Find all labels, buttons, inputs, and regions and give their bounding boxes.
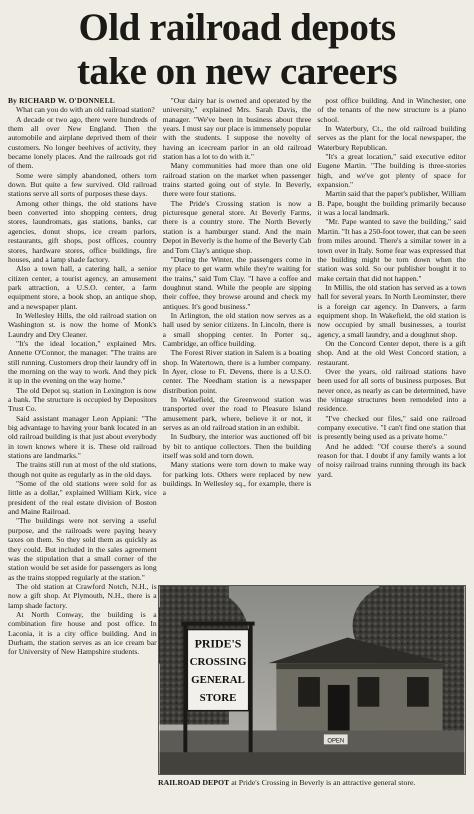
headline bbox=[8, 6, 466, 94]
sign-line-1: PRIDE'S bbox=[194, 636, 242, 651]
paragraph: Some were simply abandoned, others torn down. But quite a few survived. Old railroad stations serve all sorts of purposes these days. bbox=[8, 170, 157, 199]
headline-line-2: take on new careers bbox=[76, 50, 398, 93]
paragraph: Many communities had more than one old railroad station on the market when passenger trains started going out of style. In Beverly, there were four stations. bbox=[162, 161, 312, 199]
caption-lead: RAILROAD DEPOT bbox=[158, 778, 230, 787]
paragraph: Martin said that the paper's publisher, William B. Pape, bought the building primarily because it was a local landmark. bbox=[317, 189, 466, 218]
paragraph: The old station at Crawford Notch, N.H., is now a gift shop. At Plymouth, N.H., there is a lamp shade factory. bbox=[8, 581, 157, 610]
paragraph: Among other things, the old stations have been converted into shopping centers, drug stores, laundromats, gas stations, banks, car agencies, donut shops, ice cream parlors, restaurants, gift shops, post offices, country stores, hardware stores, office buildings, fire houses, and a lamp shade factory. bbox=[8, 198, 157, 264]
photo-block bbox=[158, 585, 466, 788]
paragraph: "Our dairy bar is owned and operated by the university," explained Mrs. Sarah Davis, the manager. "We've been in business about three years. I must say our place is immensely popular with the students. I suppose the novelty of having an icecream parlor in an old railroad station has a lot to do with it." bbox=[162, 96, 312, 162]
sign-line-2: CROSSING bbox=[189, 656, 247, 669]
paragraph: "The buildings were not serving a useful purpose, and the railroads were paying heavy taxes on them. So they sold them as quickly as they could. But included in the sales agreement was the stipulation that a small corner of the station would be set aside for passengers as long as the trains stopped regularly at the station." bbox=[8, 516, 157, 582]
paragraph: "Mr. Pape wanted to save the building," said Martin. "It has a 250-foot tower, that can be seen from miles around. There's a similar tower in a town over in Italy. Some fear was expressed that the building might be torn down when the station was sold. So our publisher bought it to make certain that did not happen." bbox=[317, 217, 466, 283]
paragraph: In Wellesley Hills, the old railroad station on Washington st. is now the home of Monk's Laundry and Dry Cleaner. bbox=[8, 310, 157, 339]
paragraph: The Forest River station in Salem is a boating shop. In Watertown, there is a lumber company. In Ayer, close to Ft. Devens, there is a U.S.O. center. The Needham station is a newspaper distribution point. bbox=[162, 348, 312, 395]
paragraph: The trains still run at most of the old stations, though not quite as regularly as in the old days. bbox=[8, 460, 157, 479]
paragraph: In Wakefield, the Greenwood station was transported over the road to Pleasure Island amusement park, where, believe it or not, it serves as an old railroad station in an exhibit. bbox=[162, 395, 312, 433]
paragraph: "Some of the old stations were sold for as little as a dollar," explained William Kirk, vice president of the real estate division of Boston and Maine Railroad. bbox=[8, 479, 157, 517]
paragraph: "I've checked our files," said one railroad company executive. "I can't find one station that is presently being used as a private home." bbox=[317, 413, 466, 442]
paragraph: And he added: "Of course there's a sound reason for that. I doubt if any family wants a lot of noisy railroad trains running through its back yard. bbox=[317, 441, 466, 479]
headline-line-1: Old railroad depots bbox=[78, 6, 396, 49]
paragraph: The old Depot sq. station in Lexington is now a bank. The structure is occupied by Depositors Trust Co. bbox=[8, 385, 157, 414]
paragraph: The Pride's Crossing station is now a picturesque general store. At Beverly Farms, there is a country store. The North Beverly station is a hamburger stand. And the main Depot in Beverly is the home of the Beverly Cab and Tom Clay's antique shop. bbox=[162, 198, 312, 255]
byline: By RICHARD W. O'DONNELL bbox=[8, 96, 115, 105]
paragraph: In Sudbury, the interior was auctioned off bit by bit to antique collectors. Then the building itself was sold and torn down. bbox=[162, 432, 312, 461]
paragraph: Many stations were torn down to make way for parking lots. Others were replaced by new buildings. In Wellesley sq., for example, there is a bbox=[162, 460, 312, 498]
paragraph: "During the Winter, the passengers come in my place to get warm while they're waiting for the trains," said Tom Clay. "I have a coffee and doughnut stand. While the people are sipping their coffee, they browse around and check my antiques. It's good business." bbox=[162, 254, 312, 311]
station-photo bbox=[158, 585, 466, 775]
paragraph: What can you do with an old railroad station? bbox=[16, 105, 155, 115]
paragraph: "It's the ideal location," explained Mrs. Annette O'Connor, the manager. "The trains are still running. Customers drop their laundry off in the morning on the way to work. And they pick it up in the evening on the way home." bbox=[8, 338, 157, 386]
paragraph: In Waterbury, Ct., the old railroad building serves as the plant for the local newspaper, the Waterbury Republican. bbox=[317, 124, 466, 152]
paragraph: A decade or two ago, there were hundreds of them all over New England. Then the automobile and airplane deprived them of their customers. No longer beehives of activity, they became lonely places. And the railroads got rid of them. bbox=[8, 114, 157, 171]
paragraph: Also a town hall, a catering hall, a senior citizen center, a tourist agency, an amusement park attraction, a U.S.O. center, a farm equipment store, a book shop, an antique shop, and a newspaper plant. bbox=[8, 264, 157, 311]
paragraph: Over the years, old railroad stations have been used for all sorts of business purposes. But never once, as nearly as can be determined, have the vintage structures been remodeled into a residence. bbox=[317, 366, 466, 414]
open-sign: OPEN bbox=[327, 738, 345, 745]
paragraph: At North Conway, the building is a combination fire house and post office. In Laconia, it is a city office building. And in Durham, the station serves as an ice cream bar for University of New Hampshire students. bbox=[8, 609, 157, 657]
paragraph: In Millis, the old station has served as a town hall for several years. In North Leominster, there is a foreign car agency. In Danvers, a farm equipment shop. In Wakefield, the old station is now occupied by small businesses, a tourist agency, a small laundry, and a doughnut shop. bbox=[317, 282, 466, 339]
paragraph: In Arlington, the old station now serves as a hall used by senior citizens. In Lincoln, there is a small shopping center. In Porter sq., Cambridge, an office building. bbox=[162, 310, 312, 348]
paragraph: "It's a great location," said executive editor Eugene Martin. "The building is three-stories high, and we've got plenty of space for expansion." bbox=[317, 152, 466, 190]
article-column-1 bbox=[8, 96, 157, 808]
paragraph: Said assistant manager Leon Appiani: "The big advantage to having your bank located in an old railroad building is that just about everybody in town knows where it is. These old railroad stations are landmarks." bbox=[8, 413, 157, 461]
paragraph: On the Concord Center depot, there is a gift shop. And at the old West Concord station, a restaurant. bbox=[317, 338, 466, 367]
caption-text: at Pride's Crossing in Beverly is an attractive general store. bbox=[229, 778, 416, 787]
paragraph: post office building. And in Winchester, one of the tenants of the new structure is a piano school. bbox=[317, 96, 466, 124]
sign-line-3: GENERAL bbox=[191, 673, 245, 686]
photo-caption bbox=[158, 778, 466, 788]
sign-line-4: STORE bbox=[199, 691, 237, 704]
